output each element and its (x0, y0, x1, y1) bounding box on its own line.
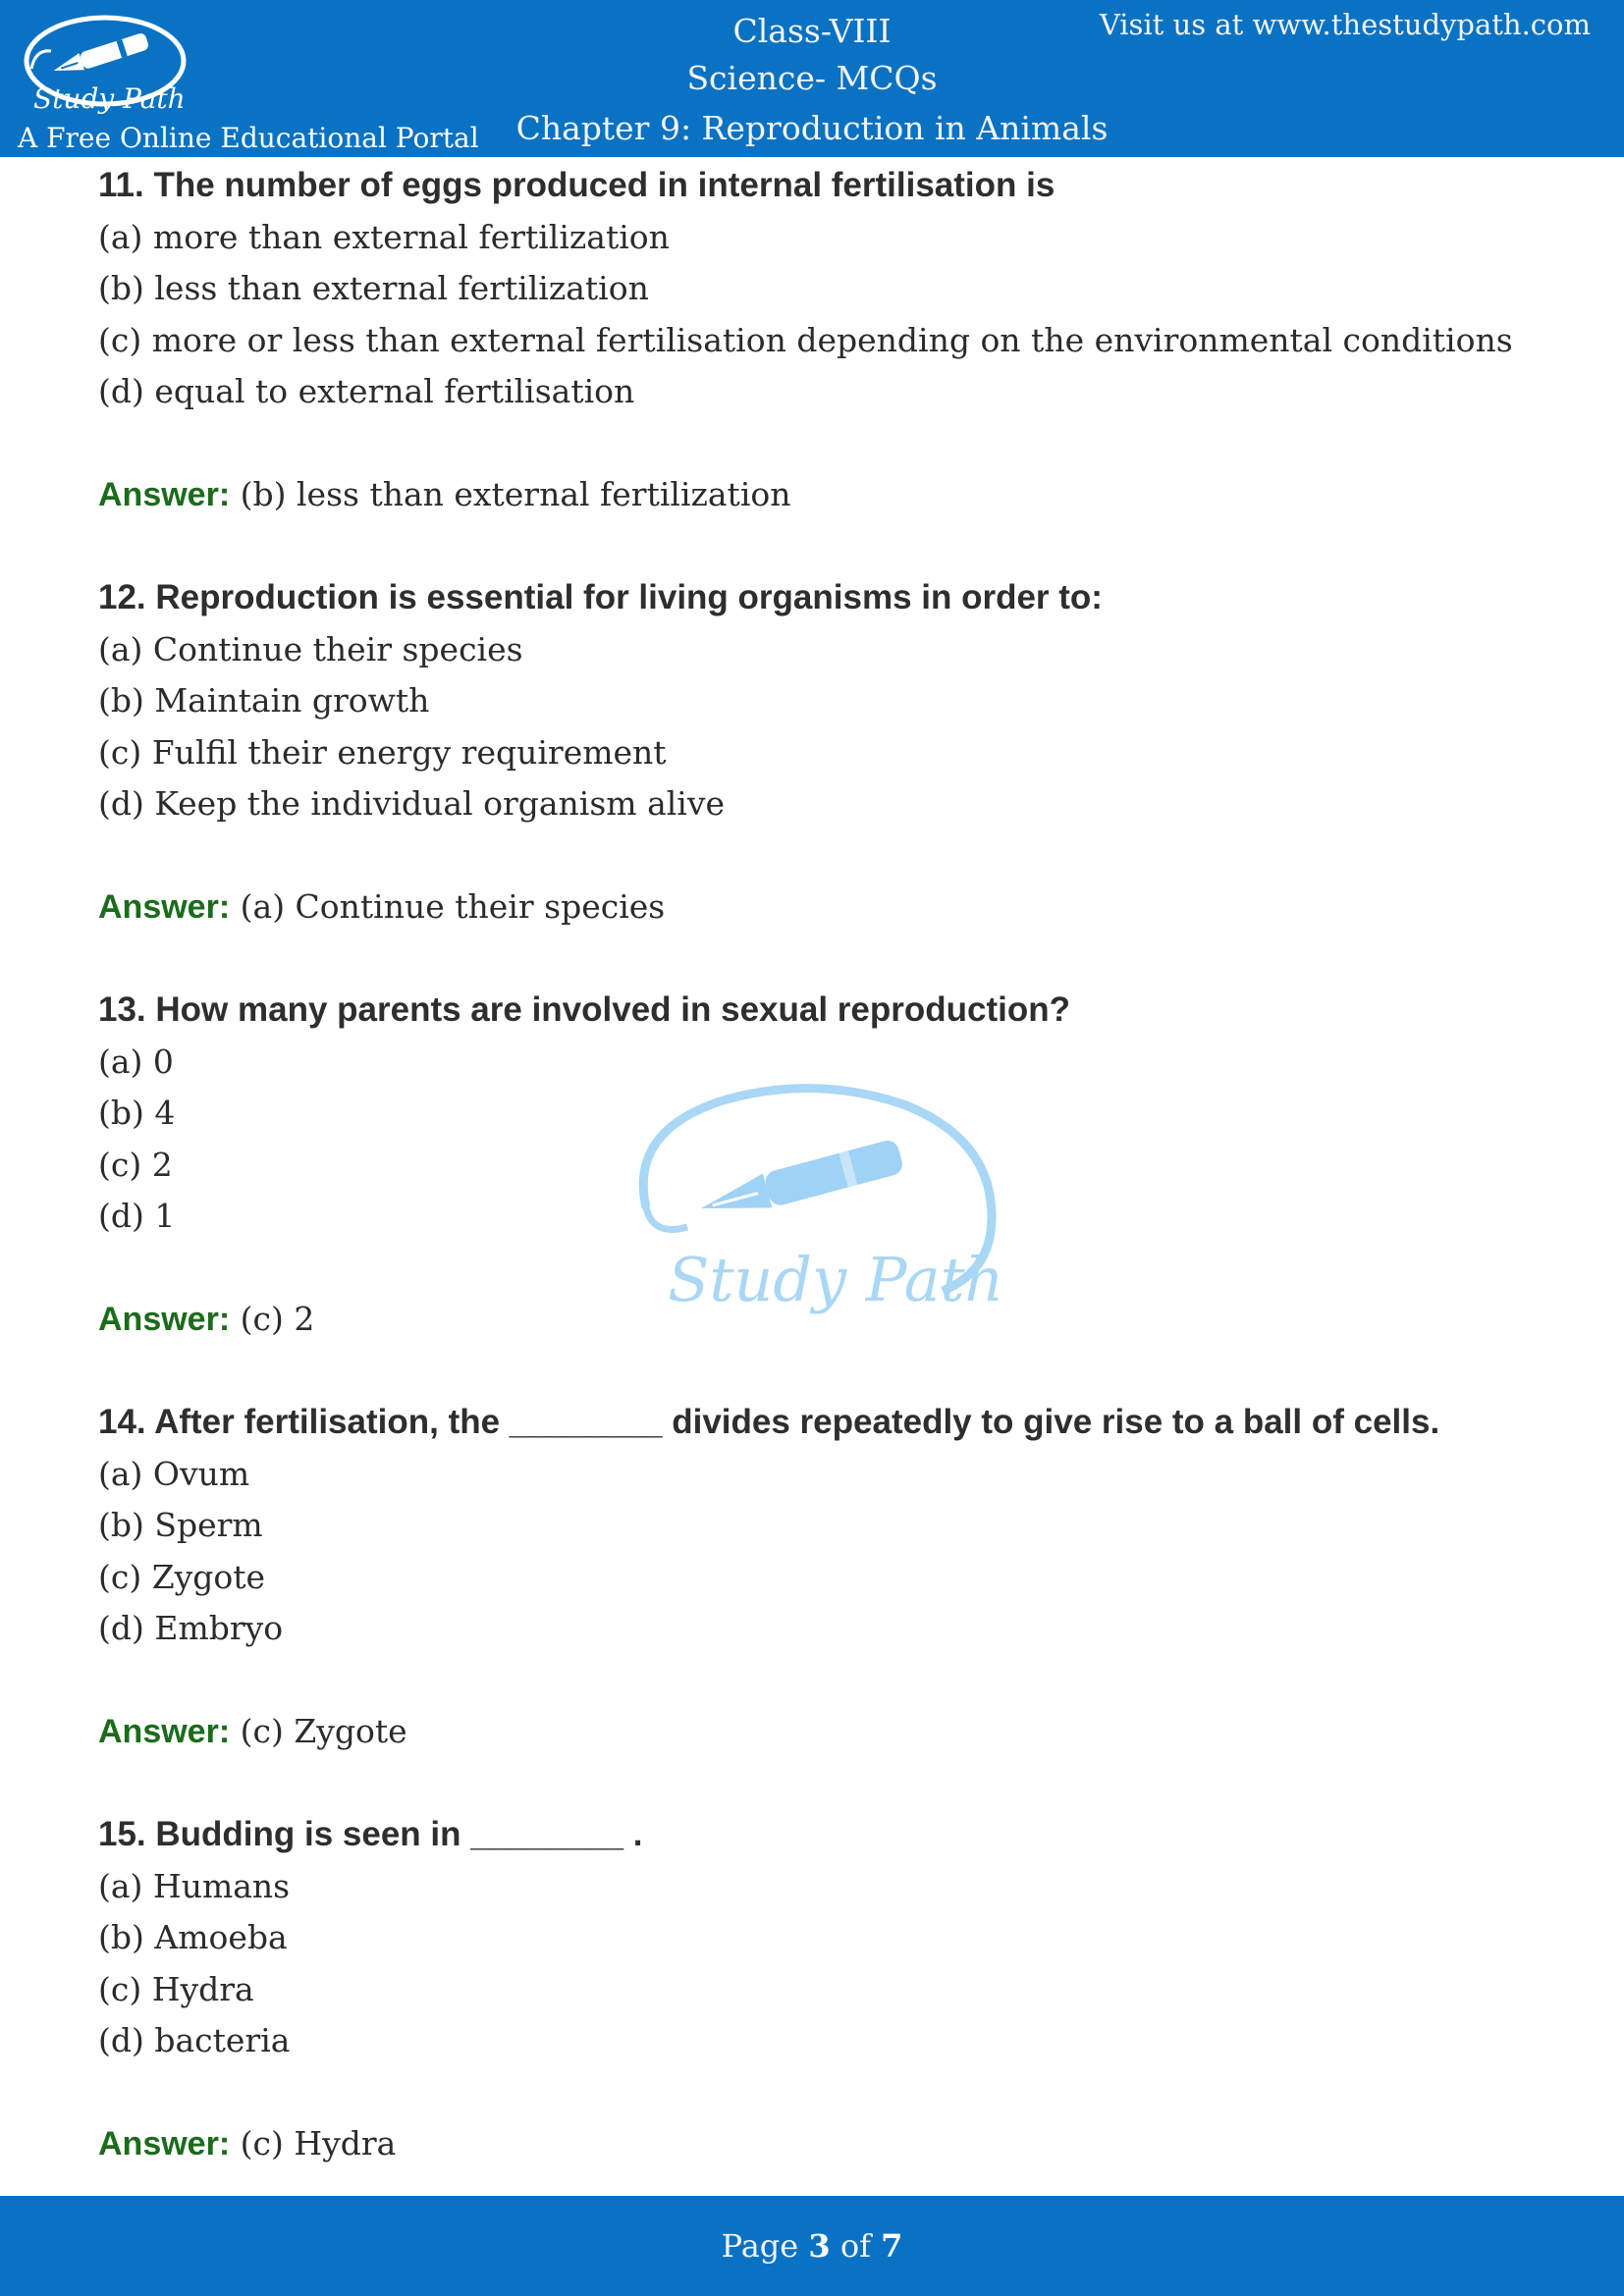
answer-text: (c) 2 (240, 1300, 315, 1338)
option: (c) Fulfil their energy requirement (98, 732, 667, 772)
option: (a) 0 (98, 1041, 174, 1081)
class-title: Class-VIII (732, 12, 892, 50)
answer-text: (b) less than external fertilization (240, 475, 791, 513)
answer-text: (c) Zygote (240, 1712, 407, 1750)
question-text: 13. How many parents are involved in sexual reproduction? (98, 990, 1070, 1029)
option: (a) more than external fertilization (98, 217, 670, 256)
option: (d) 1 (98, 1197, 176, 1235)
portal-tagline: A Free Online Educational Portal (18, 122, 479, 154)
study-path-logo (12, 10, 198, 126)
page-header (0, 0, 1624, 157)
answer-line (98, 1294, 1571, 1346)
option: (a) Continue their species (98, 629, 523, 668)
answer-line (98, 2118, 1571, 2170)
header-titles (491, 8, 1133, 152)
option: (c) Zygote (98, 1557, 266, 1596)
answer-label: Answer: (98, 476, 231, 513)
answer-text: (c) Hydra (240, 2124, 397, 2163)
mcq-content (98, 160, 1571, 2221)
question-text: 12. Reproduction is essential for living organisms in order to: (98, 578, 1103, 616)
option: (b) 4 (98, 1094, 176, 1132)
page-footer (0, 2196, 1624, 2296)
answer-line (98, 469, 1571, 521)
answer-label: Answer: (98, 888, 231, 926)
option: (d) bacteria (98, 2021, 291, 2059)
option: (c) 2 (98, 1145, 173, 1184)
question-block (98, 572, 1571, 934)
answer-label: Answer: (98, 1301, 231, 1338)
option: (d) equal to external fertilisation (98, 372, 635, 410)
option: (b) Sperm (98, 1506, 263, 1544)
svg-text:Study Path: Study Path (33, 82, 186, 115)
option: (c) Hydra (98, 1969, 254, 2008)
question-block (98, 985, 1571, 1346)
option: (a) Humans (98, 1866, 291, 1905)
answer-label: Answer: (98, 1713, 231, 1750)
question-block (98, 1397, 1571, 1758)
option: (b) Maintain growth (98, 681, 430, 720)
page-total: 7 (881, 2227, 903, 2265)
answer-text: (a) Continue their species (240, 887, 666, 926)
page-current: 3 (808, 2227, 831, 2265)
question-block (98, 160, 1571, 521)
option: (b) less than external fertilization (98, 269, 649, 307)
answer-line (98, 881, 1571, 934)
page-word: Page (721, 2227, 799, 2265)
svg-text:Study Path: Study Path (668, 1244, 1004, 1315)
question-text: 14. After fertilisation, the ________ divides repeatedly to give rise to a ball of cells. (98, 1403, 1440, 1441)
website-link[interactable]: Visit us at www.thestudypath.com (1099, 8, 1591, 41)
chapter-title: Chapter 9: Reproduction in Animals (515, 109, 1109, 147)
option: (a) Ovum (98, 1454, 250, 1493)
option: (c) more or less than external fertilisation depending on the environmental conditions (98, 320, 1513, 359)
option: (d) Embryo (98, 1609, 284, 1647)
answer-label: Answer: (98, 2125, 231, 2163)
of-word: of (839, 2227, 871, 2265)
option: (d) Keep the individual organism alive (98, 784, 726, 823)
subject-title: Science- MCQs (686, 59, 938, 97)
option: (b) Amoeba (98, 1918, 288, 1956)
question-text: 11. The number of eggs produced in internal fertilisation is (98, 166, 1056, 204)
question-text: 15. Budding is seen in ________ . (98, 1815, 643, 1853)
answer-line (98, 1706, 1571, 1758)
question-block (98, 1809, 1571, 2170)
